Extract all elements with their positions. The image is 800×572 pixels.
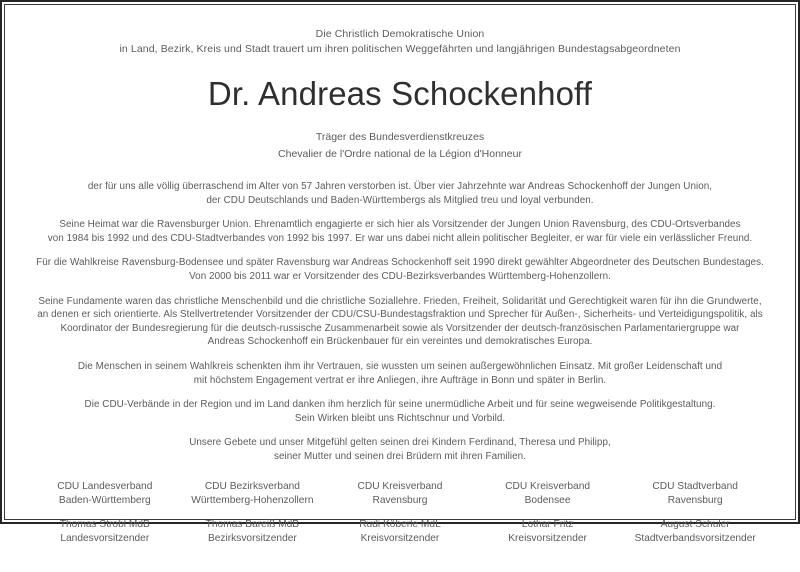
organisation-name	[34, 480, 176, 508]
paragraph-line: Andreas Schockenhoff ein Brückenbauer für ein vereintes und demokratisches Europa.	[207, 336, 593, 348]
person-role: Landesvorsitzender	[60, 532, 150, 544]
header-line: Die Christlich Demokratische Union	[315, 28, 485, 40]
honour-line: Träger des Bundesverdienstkreuzes	[315, 131, 485, 143]
paragraph-line: Seine Fundamente waren das christliche Menschenbild und die christliche Soziallehre. Frieden, Freiheit, Solidarität und Gerechtigkeit waren für ihn die Grundwerte,	[38, 295, 762, 307]
paragraph-line: Für die Wahlkreise Ravensburg-Bodensee und später Ravensburg war Andreas Schockenhoff seit 1990 direkt gewählter Abgeordneter des Deutschen Bundestages.	[36, 257, 764, 269]
body-paragraph	[48, 218, 752, 245]
organisation-line: Baden-Württemberg	[58, 494, 151, 506]
body-paragraph	[85, 398, 716, 425]
organisation-name	[477, 480, 619, 508]
honours-list	[31, 129, 769, 163]
signatory-column	[621, 480, 769, 546]
signatory-column	[31, 480, 179, 546]
organisation-line: CDU Kreisverband	[357, 480, 443, 492]
notice-header	[31, 27, 769, 57]
organisation-line: CDU Kreisverband	[505, 480, 591, 492]
body-paragraph	[37, 295, 762, 349]
person-role: Stadtverbandsvorsitzender	[634, 532, 756, 544]
deceased-name: Dr. Andreas Schockenhoff	[207, 75, 593, 112]
organisation-line: Bodensee	[524, 494, 571, 506]
person-name: August Schuler	[660, 518, 730, 530]
notice-body	[31, 180, 769, 464]
organisation-line: CDU Stadtverband	[652, 480, 738, 492]
signatory-column	[326, 480, 474, 546]
paragraph-line: Koordinator der Bundesregierung für die deutsch-russische Zusammenarbeit sowie als Vorsitzender der deutsch-französischen Parlamentariergruppe war	[60, 322, 740, 334]
organisation-line: Ravensburg	[372, 494, 428, 506]
signatory-person	[624, 518, 766, 546]
person-role: Bezirksvorsitzender	[207, 532, 297, 544]
signatories-row	[31, 464, 769, 572]
signatory-person	[329, 518, 471, 546]
organisation-name	[329, 480, 471, 508]
paragraph-line: Von 2000 bis 2011 war er Vorsitzender des CDU-Bezirksverbandes Württemberg-Hohenzollern.	[189, 270, 611, 282]
organisation-line: Ravensburg	[667, 494, 723, 506]
signatory-person	[477, 518, 619, 546]
person-name: Thomas Bareiß MdB	[205, 518, 300, 530]
person-name: Lothar Fritz	[521, 518, 574, 530]
organisation-name	[624, 480, 766, 508]
signatory-person	[182, 518, 324, 546]
signatory-person	[34, 518, 176, 546]
person-role: Kreisvorsitzender	[360, 532, 440, 544]
body-paragraph	[189, 436, 611, 463]
paragraph-line: Seine Heimat war die Ravensburger Union. Ehrenamtlich engagierte er sich hier als Vorsitzender der Jungen Union Ravensburg, des CDU-Ortsverbandes	[59, 219, 741, 231]
honour-line: Chevalier de l'Ordre national de la Légion d'Honneur	[278, 148, 522, 160]
person-role: Kreisvorsitzender	[508, 532, 587, 544]
signatory-column	[474, 480, 622, 546]
paragraph-line: der CDU Deutschlands und Baden-Württembergs als Mitglied treu und loyal verbunden.	[206, 194, 594, 206]
paragraph-line: Die Menschen in seinem Wahlkreis schenkten ihm ihr Vertrauen, sie wussten um seinen außergewöhnlichen Einsatz. Mit großer Leidenschaft und	[77, 360, 723, 372]
paragraph-line: Sein Wirken bleibt uns Richtschnur und Vorbild.	[294, 412, 506, 424]
body-paragraph	[88, 180, 712, 207]
organisation-name	[182, 480, 324, 508]
body-paragraph	[78, 360, 722, 387]
person-name: Rudi Köberle MdL	[359, 518, 441, 530]
person-name: Thomas Strobl MdB	[59, 518, 150, 530]
paragraph-line: der für uns alle völlig überraschend im Alter von 57 Jahren verstorben ist. Über vier Jahrzehnte war Andreas Schockenhoff der Jungen Union,	[87, 181, 713, 192]
header-line: in Land, Bezirk, Kreis und Stadt trauert um ihren politischen Weggefährten und langjährigen Bundestagsabgeordneten	[119, 43, 681, 55]
organisation-line: CDU Landesverband	[57, 480, 153, 492]
organisation-line: CDU Bezirksverband	[204, 480, 300, 492]
signatory-column	[179, 480, 327, 546]
paragraph-line: mit höchstem Engagement vertrat er ihre Anliegen, ihre Aufträge in Bonn und später in Berlin.	[193, 374, 607, 386]
paragraph-line: seiner Mutter und seinen drei Brüdern mit ihren Familien.	[273, 450, 526, 462]
paragraph-line: von 1984 bis 1992 und des CDU-Stadtverbandes von 1992 bis 1997. Er war uns dabei nicht allein politischer Begleiter, er war für viele ein verlässlicher Freund.	[47, 232, 753, 244]
paragraph-line: Die CDU-Verbände in der Region und im Land danken ihm herzlich für seine unermüdliche Arbeit und für seine wegweisende Politikgestaltung.	[84, 399, 716, 411]
body-paragraph	[36, 256, 764, 283]
paragraph-line: Unsere Gebete und unser Mitgefühl gelten seinen drei Kindern Ferdinand, Theresa und Philipp,	[189, 437, 611, 449]
notice-frame	[4, 4, 796, 544]
organisation-line: Württemberg-Hohenzollern	[191, 494, 314, 506]
paragraph-line: an denen er sich orientierte. Als Stellvertretender Vorsitzender der CDU/CSU-Bundestagsfraktion und Sprecher für Außen-, Sicherheits- und Verteidigungspolitik, als	[37, 309, 763, 321]
